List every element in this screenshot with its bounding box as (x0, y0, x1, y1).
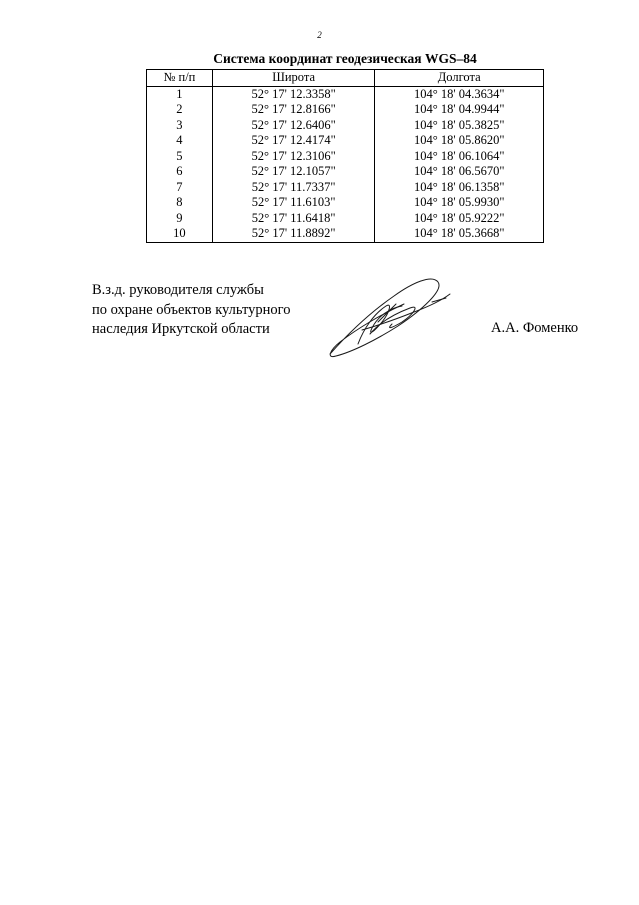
cell-longitude: 104° 18' 05.9930" (375, 195, 544, 211)
cell-number: 4 (147, 133, 213, 149)
cell-longitude: 104° 18' 04.3634" (375, 86, 544, 102)
cell-longitude: 104° 18' 06.1358" (375, 180, 544, 196)
table-row (147, 86, 544, 102)
table-row (147, 226, 544, 242)
table-header-row (147, 70, 544, 87)
signer-name: А.А. Фоменко (491, 320, 579, 336)
cell-number: 9 (147, 211, 213, 227)
signer-position-line: по охране объектов культурного (92, 301, 291, 318)
cell-number: 6 (147, 164, 213, 180)
cell-longitude: 104° 18' 06.5670" (375, 164, 544, 180)
cell-latitude: 52° 17' 11.6103" (212, 195, 375, 211)
coordinates-table (146, 69, 544, 243)
table-row (147, 133, 544, 149)
table-row (147, 164, 544, 180)
cell-longitude: 104° 18' 06.1064" (375, 149, 544, 165)
table-row (147, 195, 544, 211)
cell-longitude: 104° 18' 05.8620" (375, 133, 544, 149)
cell-longitude: 104° 18' 05.3825" (375, 118, 544, 134)
signer-position-line: В.з.д. руководителя службы (92, 282, 264, 298)
signer-position-line: наследия Иркутской области (92, 321, 270, 337)
cell-longitude: 104° 18' 04.9944" (375, 102, 544, 118)
cell-longitude: 104° 18' 05.9222" (375, 211, 544, 227)
cell-latitude: 52° 17' 12.4174" (212, 133, 375, 149)
table-row (147, 102, 544, 118)
cell-latitude: 52° 17' 11.6418" (212, 211, 375, 227)
cell-latitude: 52° 17' 12.8166" (212, 102, 375, 118)
cell-longitude: 104° 18' 05.3668" (375, 226, 544, 242)
cell-number: 7 (147, 180, 213, 196)
header-number: № п/п (147, 70, 213, 87)
cell-latitude: 52° 17' 12.6406" (212, 118, 375, 134)
table-row (147, 180, 544, 196)
cell-latitude: 52° 17' 11.8892" (212, 226, 375, 242)
handwritten-signature (318, 270, 468, 370)
table-title: Система координат геодезическая WGS–84 (213, 51, 477, 66)
header-longitude: Долгота (375, 70, 544, 87)
signer-position (92, 281, 290, 340)
cell-latitude: 52° 17' 12.1057" (212, 164, 375, 180)
table-row (147, 118, 544, 134)
cell-latitude: 52° 17' 11.7337" (212, 180, 375, 196)
cell-number: 1 (147, 86, 213, 102)
cell-number: 3 (147, 118, 213, 134)
table-row (147, 149, 544, 165)
cell-latitude: 52° 17' 12.3358" (212, 86, 375, 102)
cell-number: 8 (147, 195, 213, 211)
header-latitude: Широта (212, 70, 375, 87)
cell-number: 5 (147, 149, 213, 165)
cell-latitude: 52° 17' 12.3106" (212, 149, 375, 165)
table-row (147, 211, 544, 227)
page-number: 2 (317, 30, 322, 40)
cell-number: 10 (147, 226, 213, 242)
cell-number: 2 (147, 102, 213, 118)
